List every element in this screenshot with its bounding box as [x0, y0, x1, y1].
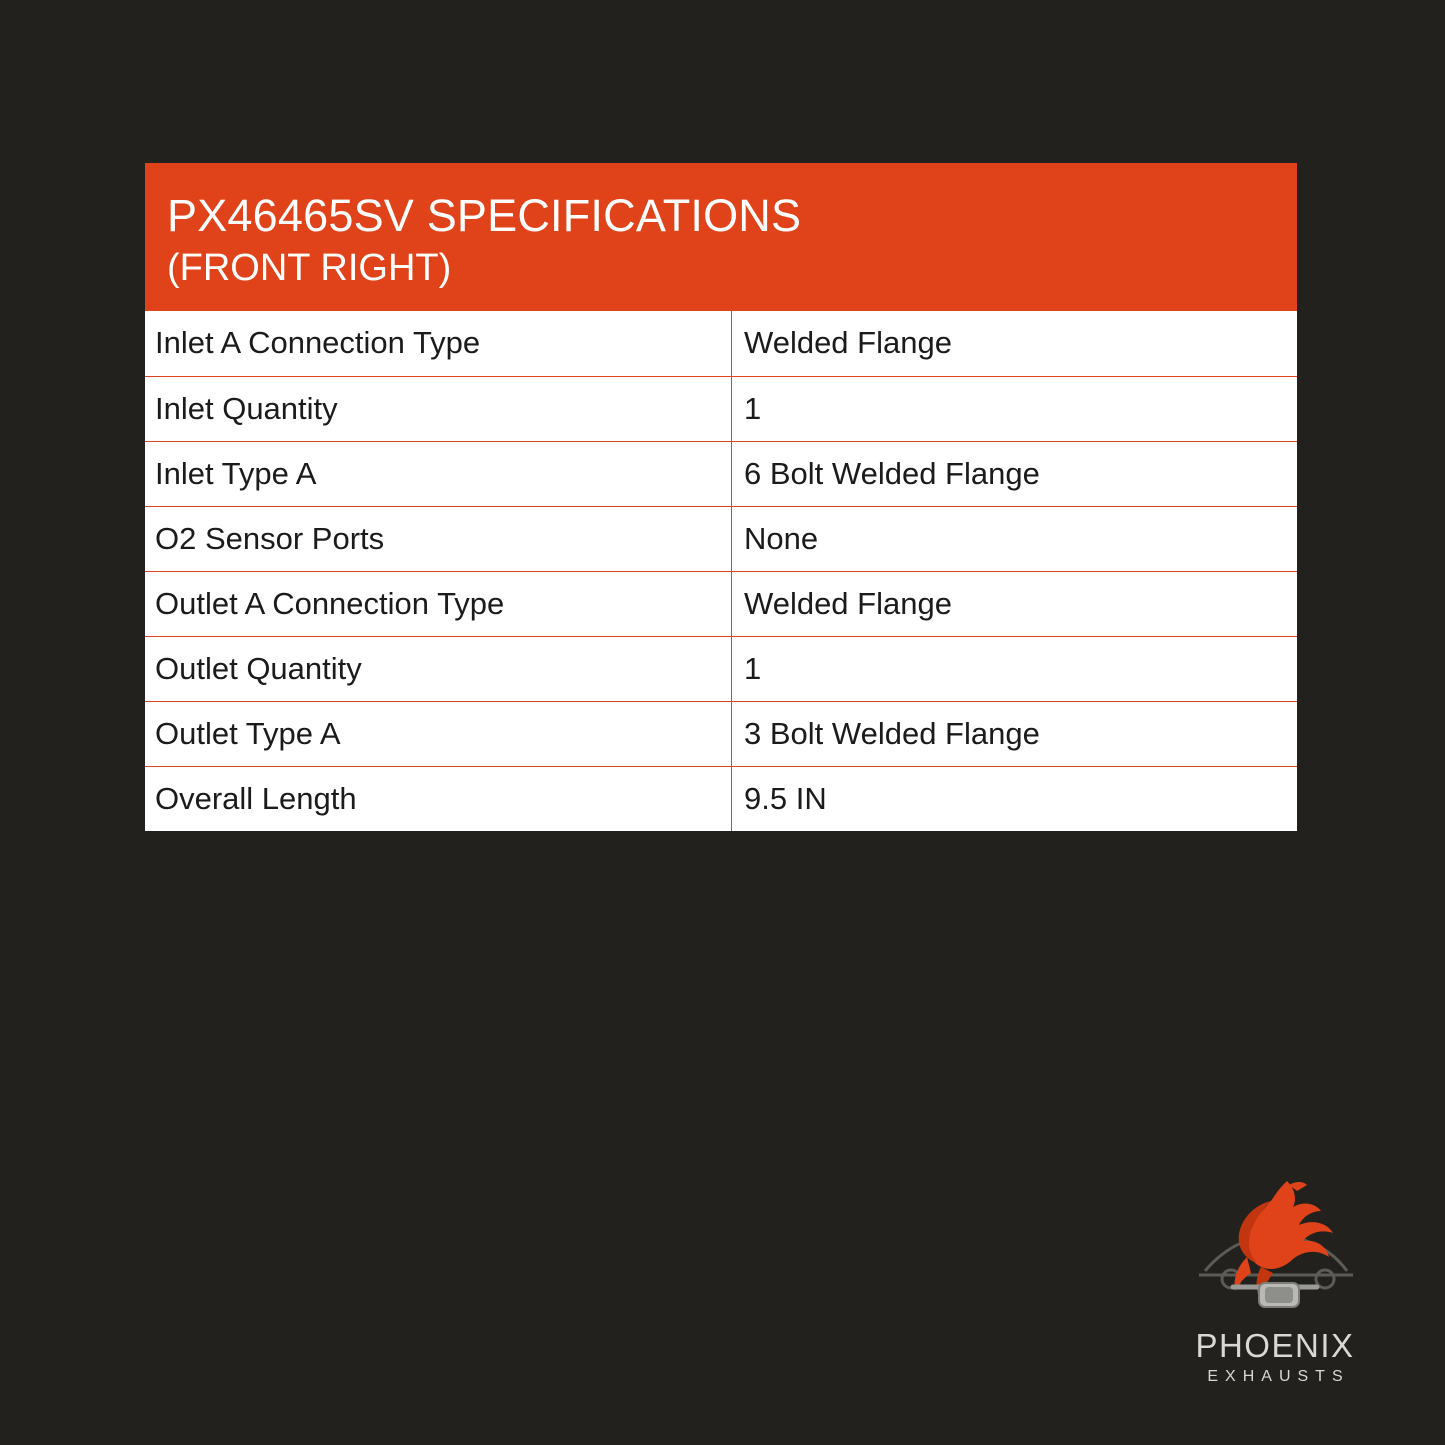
row-label: Inlet A Connection Type — [145, 311, 732, 376]
row-value: 1 — [732, 636, 1298, 701]
table-body — [145, 311, 1297, 831]
row-value: 9.5 IN — [744, 780, 827, 816]
row-label: Outlet Type A — [145, 701, 732, 766]
table-row — [145, 766, 1297, 831]
brand-tagline: EXHAUSTS — [1207, 1367, 1350, 1385]
row-label: Outlet A Connection Type — [145, 571, 732, 636]
row-label: Inlet Type A — [145, 441, 732, 506]
brand-name: PHOENIX — [1195, 1327, 1355, 1364]
brand-logo — [1175, 1175, 1375, 1390]
row-value: 6 Bolt Welded Flange — [732, 441, 1298, 506]
row-label: Inlet Quantity — [145, 376, 732, 441]
specifications-card — [145, 163, 1297, 831]
phoenix-bird-icon — [1175, 1175, 1375, 1325]
page-title: PX46465SV SPECIFICATIONS — [167, 190, 802, 241]
row-value: Welded Flange — [732, 311, 1298, 376]
row-value: 3 Bolt Welded Flange — [732, 701, 1298, 766]
card-header — [145, 163, 1297, 311]
table-row — [145, 311, 1297, 376]
table-row — [145, 636, 1297, 701]
row-value: None — [732, 506, 1298, 571]
table-row — [145, 441, 1297, 506]
table-row — [145, 376, 1297, 441]
row-label: Overall Length — [145, 766, 732, 831]
table-row — [145, 701, 1297, 766]
page-subtitle: (FRONT RIGHT) — [167, 246, 452, 289]
table-row — [145, 506, 1297, 571]
specifications-table — [145, 311, 1297, 831]
row-value: 1 — [732, 376, 1298, 441]
row-value: Welded Flange — [732, 571, 1298, 636]
table-row — [145, 571, 1297, 636]
row-label: Outlet Quantity — [145, 636, 732, 701]
row-label: O2 Sensor Ports — [145, 506, 732, 571]
